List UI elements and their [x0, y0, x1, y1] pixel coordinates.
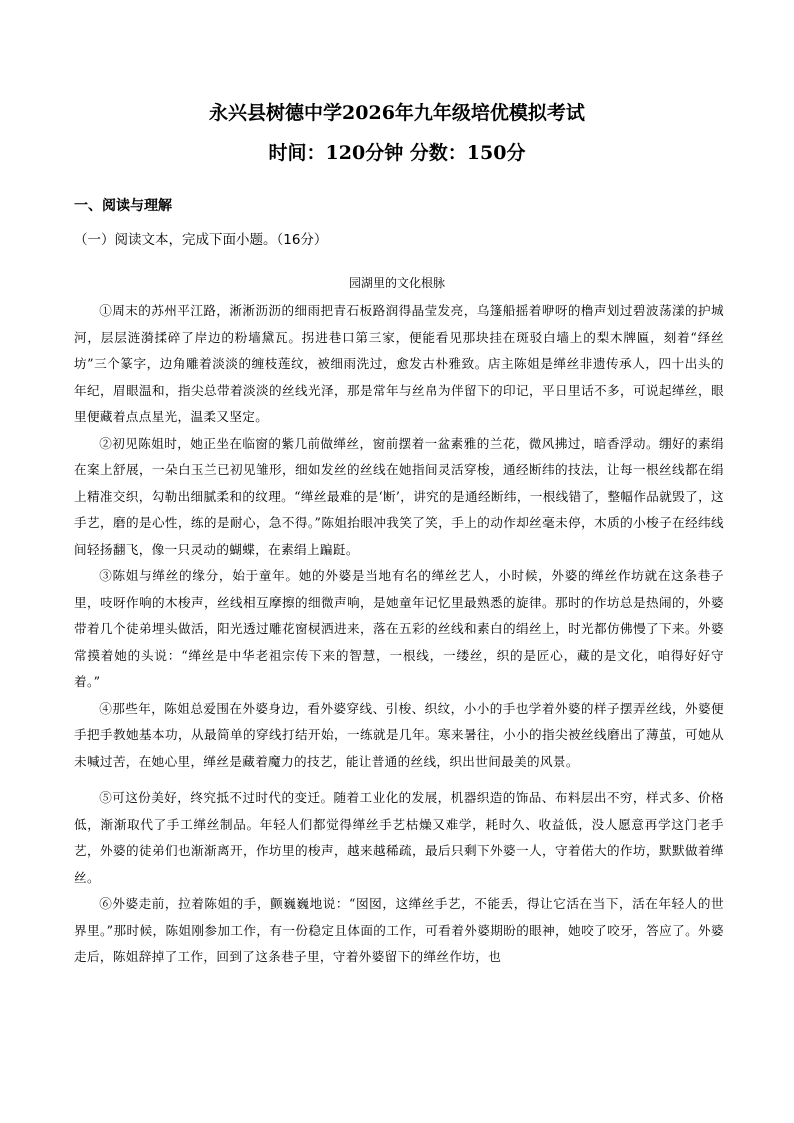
exam-time-score: 时间：120分钟 分数：150分 [268, 142, 526, 164]
article-title: 园湖里的文化根脉 [348, 276, 445, 290]
paragraph-5: ⑤可这份美好，终究抵不过时代的变迁。随着工业化的发展，机器织造的饰品、布料层出不穷，样式多、价格低，渐渐取代了手工缂丝制品。年轻人们都觉得缂丝手艺枯燥又难学，耗时久、收益低，没人愿意再学这门老手艺，外婆的徒弟们也渐渐离开，作坊里的梭声，越来越稀疏，最后只剩下外婆一人，守着偌大的作坊，默默做着缂丝。 [74, 790, 724, 885]
article-body [74, 298, 724, 971]
exam-title: 永兴县树德中学2026年九年级培优模拟考试 [209, 102, 585, 124]
paragraph-1: ①周末的苏州平江路，淅淅沥沥的细雨把青石板路润得晶莹发亮，乌篷船摇着咿呀的橹声划过碧波荡漾的护城河，层层涟漪揉碎了岸边的粉墙黛瓦。拐进巷口第三家，便能看见那块挂在斑驳白墙上的梨木牌匾，刻着“绎丝坊”三个篆字，边角雕着淡淡的缠枝莲纹，被细雨洗过，愈发古朴雅致。店主陈姐是缂丝非遗传承人，四十出头的年纪，眉眼温和，指尖总带着淡淡的丝线光泽，那是常年与丝帛为伴留下的印记，平日里话不多，可说起缂丝，眼里便藏着点点星光，温柔又坚定。 [74, 303, 724, 424]
paragraph-2: ②初见陈姐时，她正坐在临窗的紫几前做缂丝，窗前摆着一盆素雅的兰花，微风拂过，暗香浮动。绷好的素绢在案上舒展，一朵白玉兰已初见雏形，细如发丝的丝线在她指间灵活穿梭，通经断纬的技法，让每一根丝线都在绢上精准交织，勾勒出细腻柔和的纹理。“缂丝最难的是‘断’，讲究的是通经断纬，一根线错了，整幅作品就毁了，这手艺，磨的是心性，练的是耐心，急不得。”陈姐抬眼冲我笑了笑，手上的动作却丝毫未停，木质的小梭子在经纬线间轻扬翻飞，像一只灵动的蝴蝶，在素绢上蹁跹。 [74, 435, 724, 557]
question-instruction: （一）阅读文本，完成下面小题。（16分） [74, 232, 328, 248]
paragraph-4: ④那些年，陈姐总爱围在外婆身边，看外婆穿线、引梭、织纹，小小的手也学着外婆的样子摆弄丝线，外婆便手把手教她基本功，从最简单的穿线打结开始，一练就是几年。寒来暑往，小小的指尖被丝线磨出了薄茧，可她从未喊过苦，在她心里，缂丝是藏着魔力的技艺，能让普通的丝线，织出世间最美的风景。 [74, 700, 724, 769]
paragraph-6: ⑥外婆走前，拉着陈姐的手，颤巍巍地说：“囡囡，这缂丝手艺，不能丢，得让它活在当下，活在年轻人的世界里。”那时候，陈姐刚参加工作，有一份稳定且体面的工作，可看着外婆期盼的眼神，她咬了咬牙，答应了。外婆走后，陈姐辞掉了工作，回到了这条巷子里，守着外婆留下的缂丝作坊，也 [74, 896, 724, 964]
paragraph-3: ③陈姐与缂丝的缘分，始于童年。她的外婆是当地有名的缂丝艺人，小时候，外婆的缂丝作坊就在这条巷子里，吱呀作响的木梭声，丝线相互摩擦的细微声响，是她童年记忆里最熟悉的旋律。那时的作坊总是热闹的，外婆带着几个徒弟埋头做活，阳光透过雕花窗棂洒进来，落在五彩的丝线和素白的绢丝上，时光都仿佛慢了下来。外婆常摸着她的头说：“缂丝是中华老祖宗传下来的智慧，一根线，一缕丝，织的是匠心，藏的是文化，咱得好好守着。” [74, 568, 724, 689]
section-heading: 一、阅读与理解 [74, 198, 172, 214]
